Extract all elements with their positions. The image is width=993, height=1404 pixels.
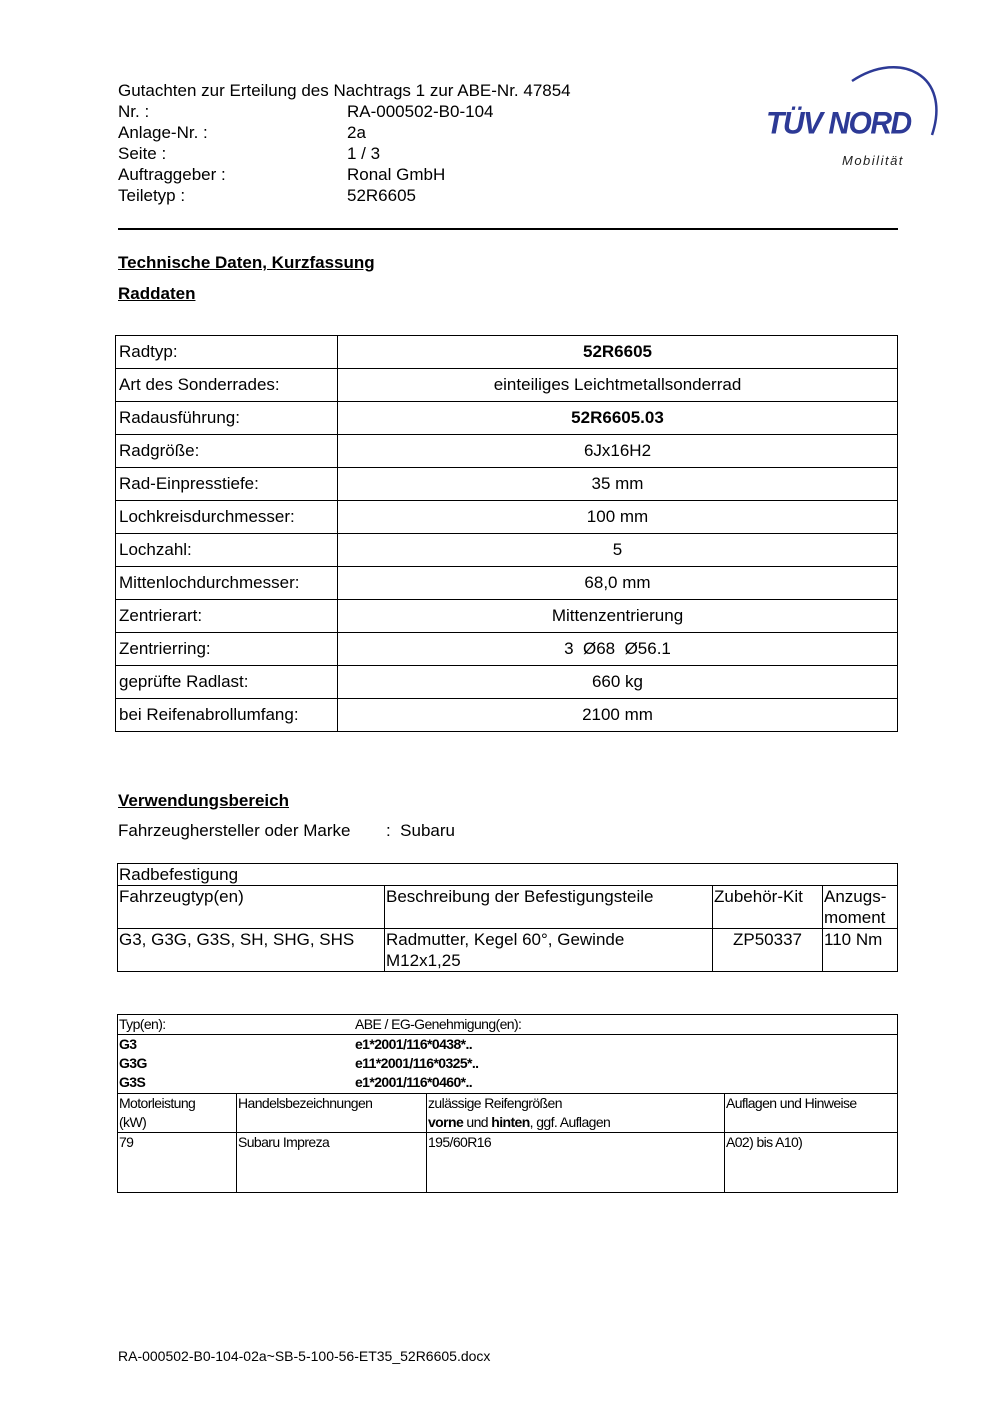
header-line — [428, 1113, 723, 1132]
header-row-auftraggeber — [118, 165, 718, 186]
table-cell: ZP50337 — [713, 929, 823, 972]
cell-label: Art des Sonderrades: — [116, 369, 338, 402]
section-technical: Technische Daten, Kurzfassung — [118, 253, 375, 272]
header-cell — [118, 1094, 237, 1133]
typ-header-cell — [118, 1015, 898, 1035]
table-cell: Subaru Impreza — [237, 1133, 427, 1193]
header-row-teiletyp — [118, 186, 718, 207]
table-cell: 195/60R16 — [427, 1133, 725, 1193]
table-row — [118, 1094, 898, 1133]
table-row — [118, 886, 898, 929]
raddaten-table — [115, 335, 898, 732]
typ-list-cell — [118, 1035, 898, 1094]
cell-label: Lochzahl: — [116, 534, 338, 567]
cell-value: 52R6605.03 — [338, 402, 898, 435]
cell-value: Mittenzentrierung — [338, 600, 898, 633]
header-divider — [118, 228, 898, 230]
abe-header-label: ABE / EG-Genehmigung(en): — [355, 1016, 522, 1032]
header-key: Nr. : — [118, 102, 150, 121]
logo-wordmark: TÜV NORD — [766, 106, 911, 141]
header-line: Motorleistung — [119, 1095, 196, 1111]
list-item — [119, 1054, 479, 1073]
abe-number: e11*2001/116*0325*.. — [355, 1055, 479, 1071]
header-line: Anzugs- — [824, 887, 887, 906]
typ-name: G3G — [119, 1055, 147, 1071]
header-line: zulässige Reifengrößen — [428, 1095, 562, 1111]
header-value: 1 / 3 — [347, 144, 381, 163]
header-cell: Auflagen und Hinweise — [725, 1094, 898, 1133]
typ-genehmigung-table — [117, 1014, 898, 1193]
table-cell: 79 — [118, 1133, 237, 1193]
table-row — [116, 567, 898, 600]
typ-name: G3S — [119, 1074, 146, 1090]
header-cell: Fahrzeugtyp(en) — [118, 886, 385, 929]
header-row-anlage — [118, 123, 718, 144]
header-line: moment — [824, 908, 886, 927]
cell-value: einteiliges Leichtmetallsonderrad — [338, 369, 898, 402]
header-cell — [823, 886, 898, 929]
cell-label: geprüfte Radlast: — [116, 666, 338, 699]
header-value: Ronal GmbH — [347, 165, 446, 184]
cell-label: Rad-Einpresstiefe: — [116, 468, 338, 501]
table-row — [116, 600, 898, 633]
table-row — [116, 468, 898, 501]
table-row — [116, 534, 898, 567]
header-key: Anlage-Nr. : — [118, 123, 208, 142]
abe-number: e1*2001/116*0460*.. — [355, 1074, 473, 1090]
logo-subtitle: Mobilität — [842, 153, 904, 168]
header-row-nr — [118, 102, 718, 123]
cell-value: 660 kg — [338, 666, 898, 699]
table-row — [116, 501, 898, 534]
table-row — [118, 1133, 898, 1193]
report-title: Gutachten zur Erteilung des Nachtrags 1 zur ABE-Nr. 47854 — [118, 81, 571, 100]
auflagen-text: , ggf. Auflagen — [529, 1114, 611, 1130]
typ-list — [119, 1035, 896, 1093]
header-key: Teiletyp : — [118, 186, 186, 205]
cell-value: 100 mm — [338, 501, 898, 534]
vorne-text: vorne — [428, 1114, 464, 1130]
cell-label: Zentrierart: — [116, 600, 338, 633]
cell-label: Zentrierring: — [116, 633, 338, 666]
table-cell: 110 Nm — [823, 929, 898, 972]
cell-line: M12x1,25 — [386, 951, 461, 970]
cell-value: 52R6605 — [338, 336, 898, 369]
table-title: Radbefestigung — [118, 864, 898, 886]
table-row — [116, 666, 898, 699]
table-row — [118, 1035, 898, 1094]
table-row — [116, 699, 898, 732]
cell-label: bei Reifenabrollumfang: — [116, 699, 338, 732]
radbefestigung-table — [117, 863, 898, 972]
cell-label: Lochkreisdurchmesser: — [116, 501, 338, 534]
header-line: (kW) — [119, 1114, 147, 1130]
cell-value: 68,0 mm — [338, 567, 898, 600]
abe-number: e1*2001/116*0438*.. — [355, 1036, 473, 1052]
cell-value: 35 mm — [338, 468, 898, 501]
table-row — [116, 336, 898, 369]
cell-value: 3 Ø68 Ø56.1 — [338, 633, 898, 666]
list-item — [119, 1035, 473, 1054]
table-row — [116, 435, 898, 468]
header-key: Auftraggeber : — [118, 165, 226, 184]
list-item — [119, 1073, 473, 1092]
cell-label: Mittenlochdurchmesser: — [116, 567, 338, 600]
header-cell — [427, 1094, 725, 1133]
header-key: Seite : — [118, 144, 167, 163]
table-row — [116, 369, 898, 402]
header-value: 2a — [347, 123, 366, 142]
table-cell — [385, 929, 713, 972]
footer-filename: RA-000502-B0-104-02a~SB-5-100-56-ET35_52R6605.docx — [118, 1348, 491, 1364]
cell-label: Radgröße: — [116, 435, 338, 468]
section-raddaten: Raddaten — [118, 284, 196, 303]
cell-value: 5 — [338, 534, 898, 567]
cell-value: 2100 mm — [338, 699, 898, 732]
table-row — [116, 633, 898, 666]
header-value: 52R6605 — [347, 186, 417, 205]
header-cell: Zubehör-Kit — [713, 886, 823, 929]
section-verwendung: Verwendungsbereich — [118, 791, 289, 810]
cell-label: Radausführung: — [116, 402, 338, 435]
table-row — [116, 402, 898, 435]
table-cell: A02) bis A10) — [725, 1133, 898, 1193]
table-row — [118, 864, 898, 886]
hinten-text: hinten — [491, 1114, 530, 1130]
header-cell: Handelsbezeichnungen — [237, 1094, 427, 1133]
table-row — [118, 1015, 898, 1035]
und-text: und — [463, 1114, 492, 1130]
cell-value: 6Jx16H2 — [338, 435, 898, 468]
table-row — [118, 929, 898, 972]
cell-line: Radmutter, Kegel 60°, Gewinde — [386, 930, 625, 949]
fahrzeughersteller-value: : Subaru — [386, 821, 455, 840]
cell-label: Radtyp: — [116, 336, 338, 369]
typ-header-label: Typ(en): — [119, 1016, 166, 1032]
fahrzeughersteller-label: Fahrzeughersteller oder Marke — [118, 821, 351, 840]
header-cell: Beschreibung der Befestigungsteile — [385, 886, 713, 929]
typ-name: G3 — [119, 1036, 137, 1052]
header-row-seite — [118, 144, 718, 165]
tuv-nord-logo — [760, 55, 940, 175]
header-value: RA-000502-B0-104 — [347, 102, 494, 121]
fahrzeughersteller-line — [118, 821, 455, 841]
table-cell: G3, G3G, G3S, SH, SHG, SHS — [118, 929, 385, 972]
